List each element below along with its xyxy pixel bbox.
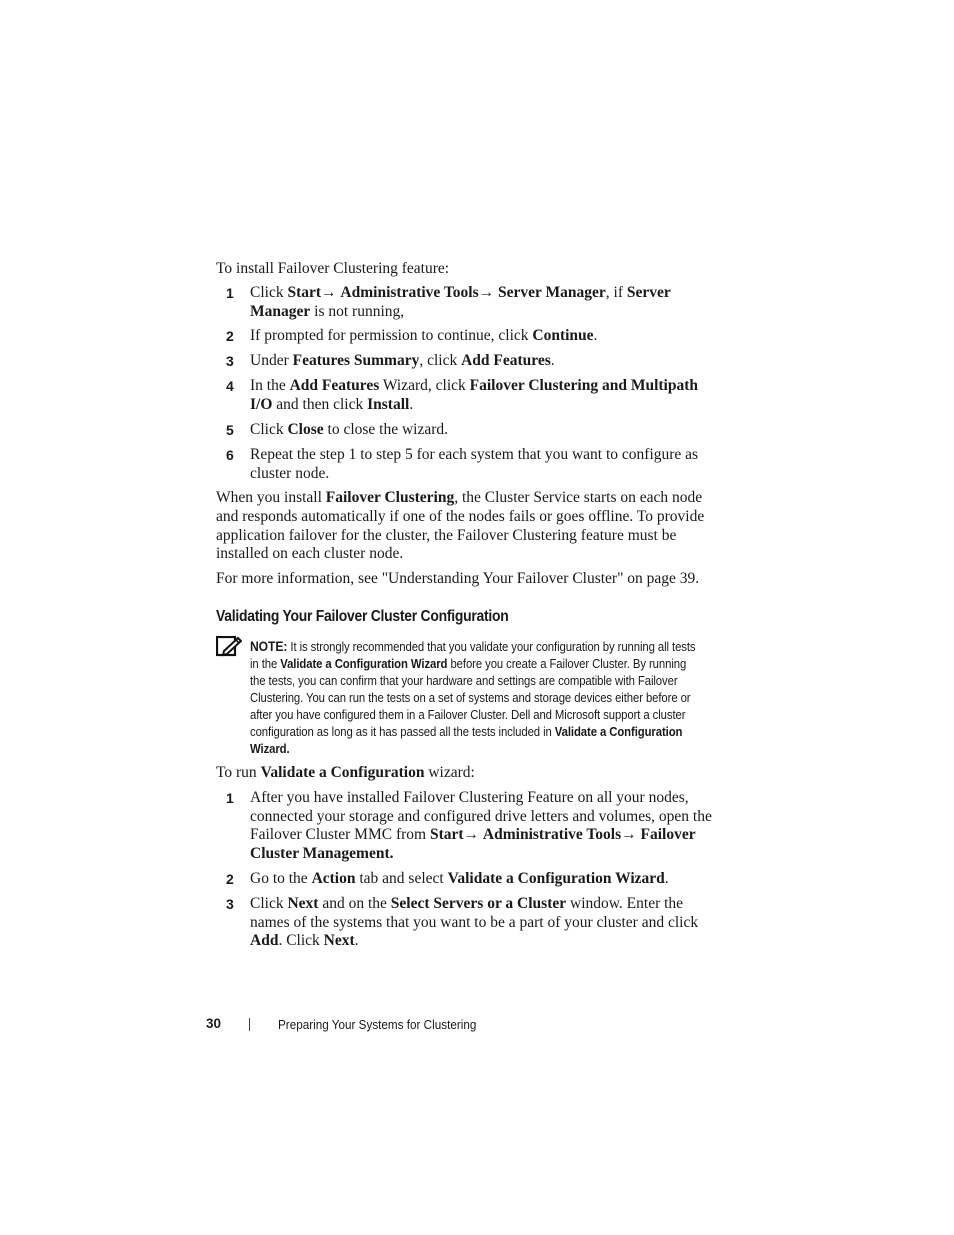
intro-text: To install Failover Clustering feature:	[216, 260, 450, 277]
step-text: Go to the Action tab and select Validate a Configuration Wizard.	[250, 870, 669, 887]
bold-term: Start	[429, 826, 464, 843]
install-paragraph: When you install Failover Clustering, the Cluster Service starts on each node and responds automatically if one of the nodes fails or goes offline. To provide application failover for the cluster, the Failover Clustering feature must be installed on each cluster node.	[216, 489, 705, 563]
bold-term: Install	[367, 395, 410, 413]
bold-term: Failover Clustering and Multipath I/O	[250, 377, 699, 413]
bold-term: Next	[323, 932, 355, 949]
validate-step-3	[216, 895, 716, 951]
note-box	[250, 638, 700, 758]
bold-term: Add Features	[461, 352, 551, 369]
step-number: 1	[226, 285, 234, 301]
bold-term: Administrative Tools	[482, 826, 622, 843]
install-step-5	[216, 421, 716, 440]
bold-term: Action	[311, 870, 356, 887]
bold-term: Failover Clustering	[325, 489, 455, 506]
step-text: Under Features Summary, click Add Features.	[250, 352, 555, 369]
bold-term: Select Servers or a Cluster	[390, 895, 567, 912]
step-number: 2	[226, 871, 234, 887]
page-number: 30	[206, 1016, 222, 1031]
bold-term: Validate a Configuration	[260, 764, 425, 781]
bold-term: Validate a Configuration Wizard.	[250, 725, 683, 756]
bold-term: Validate a Configuration Wizard	[280, 657, 448, 671]
bold-term: Failover Cluster Management.	[250, 826, 696, 862]
note-label: NOTE:	[250, 639, 288, 654]
install-step-3	[216, 352, 716, 371]
bold-term: Features Summary	[292, 352, 420, 369]
more-info-paragraph: For more information, see "Understanding Your Failover Cluster" on page 39.	[216, 570, 700, 587]
footer-divider	[249, 1018, 250, 1031]
step-number: 5	[226, 422, 234, 438]
step-number: 3	[226, 896, 234, 912]
footer-chapter-title: Preparing Your Systems for Clustering	[278, 1017, 477, 1032]
bold-term: Add Features	[289, 377, 380, 394]
install-step-6	[216, 446, 716, 483]
bold-term: Server Manager	[498, 284, 606, 301]
step-number: 3	[226, 353, 234, 369]
bold-term: Start	[287, 284, 322, 301]
install-step-1	[216, 284, 716, 321]
step-number: 1	[226, 790, 234, 806]
bold-term: Close	[287, 421, 324, 438]
step-text: If prompted for permission to continue, click Continue.	[250, 327, 598, 344]
bold-term: Validate a Configuration Wizard	[447, 870, 665, 887]
step-text: Click Close to close the wizard.	[250, 421, 449, 438]
step-text: Click Start→ Administrative Tools→ Server Manager, if Server Manager is not running,	[250, 284, 671, 320]
validate-step-2	[216, 870, 716, 889]
bold-term: Continue	[532, 327, 594, 344]
bold-term: Next	[287, 895, 319, 912]
step-text: Repeat the step 1 to step 5 for each system that you want to configure as cluster node.	[250, 446, 699, 482]
install-step-4	[216, 377, 716, 414]
bold-term: Add	[250, 932, 279, 949]
step-number: 6	[226, 447, 234, 463]
step-text: After you have installed Failover Clustering Feature on all your nodes, connected your storage and configured drive letters and volumes, open the Failover Cluster MMC from Start→ Administrative Tools→ Failover Cluster Management.	[250, 789, 712, 862]
note-pencil-icon	[216, 636, 242, 658]
section-heading: Validating Your Failover Cluster Configuration	[216, 608, 509, 625]
bold-term: Server Manager	[250, 284, 671, 320]
step-text: Click Next and on the Select Servers or a Cluster window. Enter the names of the systems that you want to be a part of your cluster and click Add. Click Next.	[250, 895, 699, 949]
validate-step-1	[216, 789, 716, 863]
step-number: 2	[226, 328, 234, 344]
step-text: In the Add Features Wizard, click Failover Clustering and Multipath I/O and then click Install.	[250, 377, 699, 413]
note-text: It is strongly recommended that you validate your configuration by running all tests in the Validate a Configuration Wizard before you create a Failover Cluster. By running the tests, you can confirm that your hardware and settings are compatible with Failover Clustering. You can run the tests on a set of systems and storage devices either before or after you have configured them in a Failover Cluster. Dell and Microsoft support a cluster configuration as long as it has passed all the tests included in Validate a Configuration Wizard.	[250, 640, 696, 756]
install-step-2	[216, 327, 716, 346]
step-number: 4	[226, 378, 234, 394]
bold-term: Administrative Tools	[340, 284, 479, 301]
run-intro-text: To run Validate a Configuration wizard:	[216, 764, 475, 781]
